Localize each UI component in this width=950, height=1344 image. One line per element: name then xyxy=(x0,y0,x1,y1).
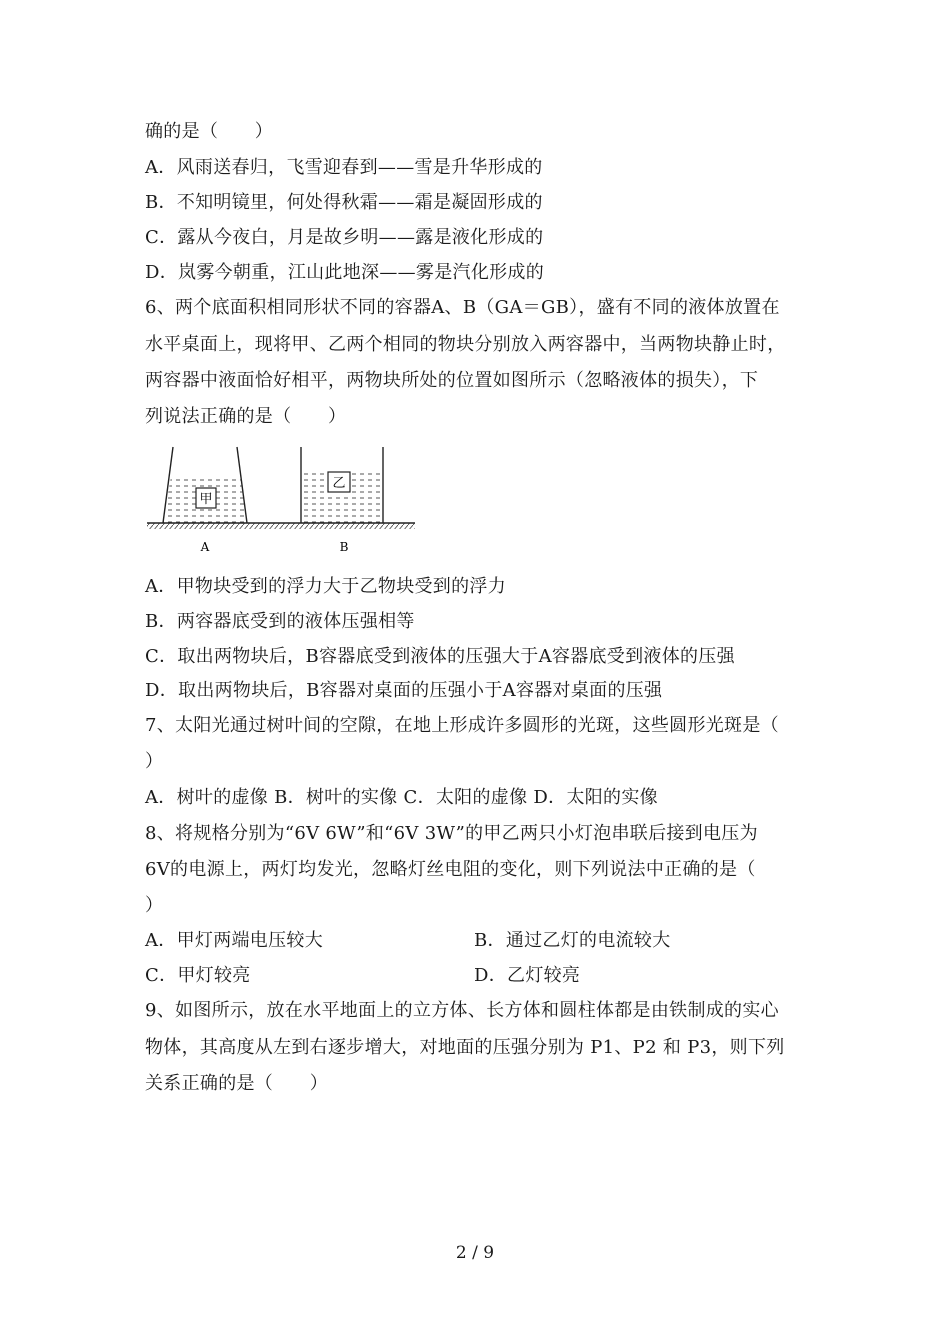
q6-option-b: B．两容器底受到的液体压强相等 xyxy=(145,611,415,632)
containers-figure xyxy=(143,441,418,556)
page-number: 2 / 9 xyxy=(455,1243,495,1263)
q8-stem-line-3: ） xyxy=(145,895,164,916)
q9-stem-line-3: 关系正确的是（ ） xyxy=(145,1073,328,1094)
q6-stem-line-2: 水平桌面上，现将甲、乙两个相同的物块分别放入两容器中，当两物块静止时， xyxy=(145,334,786,355)
q9-stem-line-1: 9、如图所示，放在水平地面上的立方体、长方体和圆柱体都是由铁制成的实心 xyxy=(145,1000,779,1021)
q7-stem-line-1: 7、太阳光通过树叶间的空隙，在地上形成许多圆形的光斑，这些圆形光斑是（ xyxy=(145,715,779,736)
q7-option-d: D．太阳的实像 xyxy=(533,787,658,808)
q7-stem-line-2: ） xyxy=(145,751,164,772)
q7-option-c: C．太阳的虚像 xyxy=(403,787,528,808)
q7-option-b: B．树叶的实像 xyxy=(274,787,398,808)
q8-option-c: C．甲灯较亮 xyxy=(145,965,251,986)
block-yi-label: 乙 xyxy=(332,476,346,491)
q8-option-d: D．乙灯较亮 xyxy=(474,965,581,986)
q5-option-a: A．风雨送春归，飞雪迎春到——雪是升华形成的 xyxy=(145,157,543,178)
q6-stem-line-1: 6、两个底面积相同形状不同的容器A、B（GA＝GB），盛有不同的液体放置在 xyxy=(145,297,780,318)
ground-hatch xyxy=(147,523,415,529)
q6-stem-line-3: 两容器中液面恰好相平，两物块所处的位置如图所示（忽略液体的损失），下 xyxy=(145,370,759,391)
q6-stem-line-4: 列说法正确的是（ ） xyxy=(145,406,347,427)
container-b-caption: B xyxy=(339,540,349,554)
q6-option-a: A．甲物块受到的浮力大于乙物块受到的浮力 xyxy=(145,576,506,597)
q6-option-c: C．取出两物块后，B容器底受到液体的压强大于A容器底受到液体的压强 xyxy=(145,646,735,667)
q6-option-d: D．取出两物块后，B容器对桌面的压强小于A容器对桌面的压强 xyxy=(145,680,663,701)
q9-stem-line-2: 物体，其高度从左到右逐步增大，对地面的压强分别为 P1、P2 和 P3，则下列 xyxy=(145,1037,785,1058)
q8-stem-line-1: 8、将规格分别为“6V 6W”和“6V 3W”的甲乙两只小灯泡串联后接到电压为 xyxy=(145,823,758,844)
q5-option-c: C．露从今夜白，月是故乡明——露是液化形成的 xyxy=(145,227,544,248)
block-jia-label: 甲 xyxy=(199,492,213,507)
q7-option-a: A．树叶的虚像 xyxy=(145,787,269,808)
q8-option-a: A．甲灯两端电压较大 xyxy=(145,930,323,951)
q7-options-row xyxy=(145,786,785,810)
q8-stem-line-2: 6V的电源上，两灯均发光，忽略灯丝电阻的变化，则下列说法中正确的是（ xyxy=(145,859,756,880)
q8-option-b: B．通过乙灯的电流较大 xyxy=(474,930,671,951)
q5-stem: 确的是（ ） xyxy=(145,121,274,142)
q5-option-b: B．不知明镜里，何处得秋霜——霜是凝固形成的 xyxy=(145,192,543,213)
q5-option-d: D．岚雾今朝重，江山此地深——雾是汽化形成的 xyxy=(145,262,545,283)
container-a-caption: A xyxy=(200,540,210,554)
